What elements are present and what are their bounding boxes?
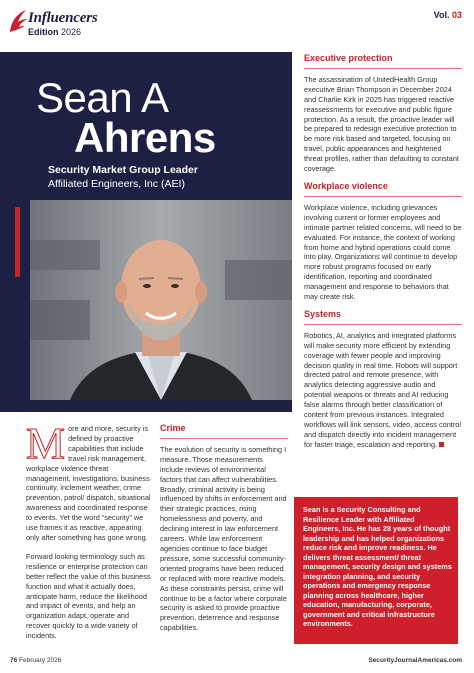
intro-column	[26, 419, 152, 650]
edition-year: 2026	[61, 27, 82, 37]
crime-rule	[160, 438, 288, 439]
crime-heading: Crime	[160, 423, 186, 433]
executive-body: The assassination of UnitedHealth Group executive Brian Thompson in December 2024 and Charlie Kirk in 2025 has triggered reactive reassessments for executive and public figure protection. As a result, the proactive leader will be prepared to redesign executive protection to be more risk based and targeted, focusing on travel, public appearances and heightened threat profiles, rather than defaulting to constant coverage.	[304, 74, 459, 174]
right-column	[304, 54, 462, 450]
accent-bar	[15, 207, 20, 277]
vol-prefix: Vol.	[433, 10, 450, 20]
intro-p1-text: ore and more, security is defined by proactive capabilities that include travel risk management, workplace violence threat management, investigations, business continuity, inclement weather, crime prevention, patrol/ dispatch, situational awareness and coordinated response to events. Yet the word “security” we use frames it as reactive, appearing only after something has gone wrong.	[26, 424, 151, 542]
systems-heading: Systems	[304, 308, 342, 319]
intro-paragraph-2: Forward looking terminology such as resilience or enterprise protection can better reflect the value of this business function and what it actually does, anticipate harm, reduce the likelihood and impact of events, and help an organization adapt, operate and recover quickly to a wide variety of incidents.	[26, 551, 151, 641]
footer-site: SecurityJournalAmericas.com	[368, 657, 462, 664]
portrait-photo	[30, 200, 292, 400]
square-bullet-icon	[439, 442, 444, 447]
crime-body: The evolution of security is something I measure. Those measurements include reviews of environmental factors that can affect vulnerabilities. Broadly, criminal activity is being influenced by shifts in enforcement and their strategic practices, rising homelessness and poverty, and declining interest in law enforcement careers. While law enforcement agencies continue to face budget pressure, some successful community-oriented programs have been reduced or replaced with more reactive models. As these constraints persist, crime will continue to be a factor where corporate security is asked to provide proactive prevention, deterrence and response capabilities.	[160, 444, 287, 633]
workplace-rule	[304, 196, 462, 197]
profile-last-name: Ahrens	[74, 114, 216, 161]
bio-text: Sean is a Security Consulting and Resilience Leader with Affiliated Engineers, Inc. He has 28 years of thought leadership and has helped organizations reduce risk and improve readiness. He delivers threat assessment/ threat management, security design and systems integration planning, and security operations and emergency response planning across healthcare, higher education, manufacturing, corporate, government and critical infrastructure environments.	[303, 505, 452, 628]
profile-company: Affiliated Engineers, Inc (AEI)	[48, 178, 185, 190]
systems-paragraph	[304, 331, 462, 450]
workplace-heading: Workplace violence	[304, 180, 388, 191]
vol-number: 03	[451, 10, 462, 20]
portrait-illustration	[30, 200, 292, 400]
profile-title: Security Market Group Leader	[48, 164, 198, 176]
brand-edition	[28, 27, 81, 37]
executive-heading: Executive protection	[304, 53, 393, 63]
systems-body: Robotics, AI, analytics and integrated platforms will make security more efficient by extending coverage with fewer people and improving decision quality in real time. Robots will support directed patrol and remote presence, with analytics detecting aggressive audio and potential weapons or threats and AI reducing false alarms through better classification of content from previous instances. Integrated workflows will link sensors, video, access control and dispatch directly into incident management for faster triage, escalation and reporting.	[304, 330, 461, 449]
workplace-body: Workplace violence, including grievances involving current or former employees and intimate partner related concerns, will need to be evaluated. For instance, the context of working from home and hybrid operations could come into play. Organizations will continue to develop more robust programs focused on early identification, reporting and coordinated management and response to behaviors that may create risk.	[304, 202, 462, 302]
profile-first-name: Sean A	[36, 74, 169, 121]
intro-paragraph-1	[26, 419, 152, 543]
wing-logo-icon	[8, 8, 30, 34]
volume-label	[434, 10, 462, 20]
dropcap: M	[26, 419, 66, 468]
edition-label: Edition	[28, 27, 59, 37]
systems-rule	[304, 324, 462, 325]
brand-title: Influencers	[28, 10, 98, 26]
executive-rule	[304, 68, 462, 69]
footer-date: February 2026	[19, 657, 62, 664]
page-number: 76	[10, 657, 18, 664]
footer-left	[10, 657, 61, 664]
crime-section	[160, 424, 288, 633]
